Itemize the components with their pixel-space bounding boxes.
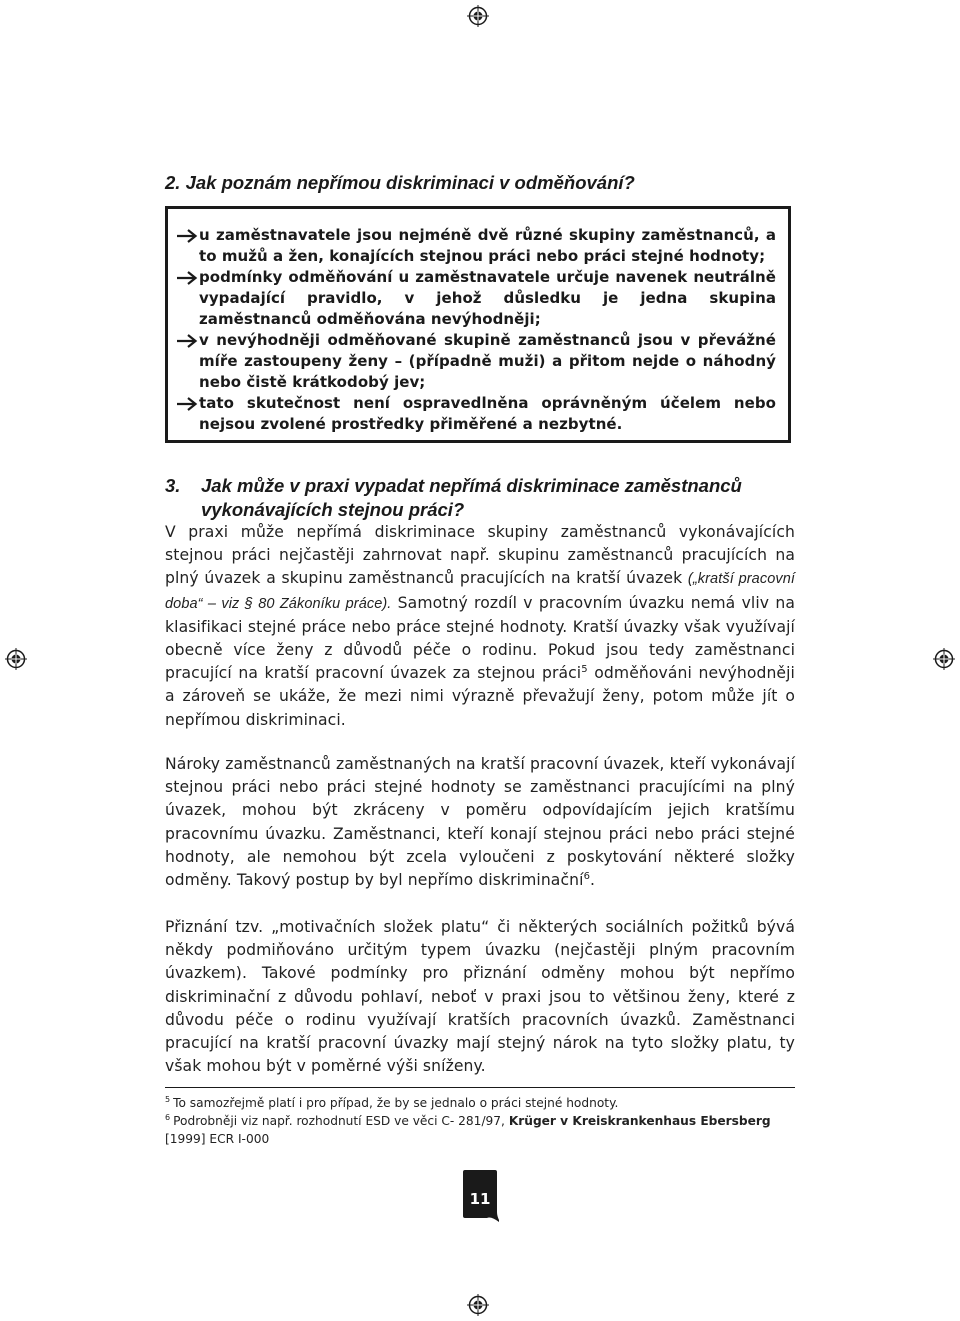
- criteria-item: [176, 267, 776, 330]
- criteria-item: [176, 225, 776, 267]
- footnote-divider: [165, 1087, 795, 1088]
- criteria-item: [176, 330, 776, 393]
- arrow-right-icon: [176, 334, 198, 348]
- section-3-heading: [165, 474, 805, 522]
- footnote-ref[interactable]: 6: [583, 870, 591, 882]
- footnote-text: Podrobněji viz např. rozhodnutí ESD ve věci C- 281/97,: [173, 1114, 509, 1128]
- paragraph-text: odměňováni nevýhodněji a zároveň se ukáže, že mezi nimi výrazně převažují ženy, potom může jít o nepřímou diskriminaci.: [165, 664, 795, 729]
- criteria-item: [176, 393, 776, 435]
- section-number: 3.: [165, 475, 181, 496]
- criteria-text: podmínky odměňování u zaměstnavatele určuje navenek neutrálně vypadající pravidlo, v jehož důsledku je jedna skupina zaměstnanců odměňována nevýhodněji;: [199, 268, 776, 328]
- page-number: 11: [469, 1190, 491, 1208]
- footnote-mark: 5: [165, 1094, 171, 1104]
- paragraph: [165, 753, 795, 892]
- criteria-text: v nevýhodněji odměňované skupině zaměstnanců jsou v převážné míře zastoupeny ženy – (případně muži) a přitom nejde o náhodný nebo čistě krátkodobý jev;: [199, 331, 776, 391]
- arrow-right-icon: [176, 397, 198, 411]
- paragraph: Přiznání tzv. „motivačních složek platu“ či některých sociálních požitků bývá někdy podmiňováno určitým typem úvazku (nejčastěji plným pracovním úvazkem). Takové podmínky pro přiznání odměny mohou být nepřímo diskriminační z důvodu pohlaví, neboť v praxi jsou to většinou ženy, které z důvodu péče o rodinu využívají kratších pracovních úvazků. Zaměstnanci pracující na kratší pracovní úvazky mají stejný nárok na tyto složky platu, ty však mohou být v poměrné výši sníženy.: [165, 918, 795, 1076]
- footnote-text: [1999] ECR I-000: [165, 1132, 270, 1146]
- footnote-text: To samozřejmě platí i pro případ, že by se jednalo o práci stejné hodnoty.: [173, 1096, 619, 1110]
- section-2-heading: 2. Jak poznám nepřímou diskriminaci v odměňování?: [165, 172, 635, 193]
- footnote-mark: 6: [165, 1112, 171, 1122]
- paragraph-text: V praxi může nepřímá diskriminace skupiny zaměstnanců vykonávajících stejnou práci nejčastěji zahrnovat např. skupinu zaměstnanců pracujících na plný úvazek a skupinu zaměstnanců pracujících na kratší úvazek: [165, 523, 795, 588]
- section-3-heading-line2: vykonávajících stejnou práci?: [201, 499, 465, 520]
- law-reference: („kratší pracovní doba“ – viz § 80 Zákoníku práce).: [165, 571, 796, 612]
- paragraph-text: Samotný rozdíl v pracovním úvazku nemá vliv na klasifikaci stejné práce nebo práce stejné hodnoty. Kratší úvazky však využívají obecně více ženy z důvodů péče o rodinu. Pokud jsou tedy zaměstnanci pracující na kratší pracovní úvazek za stejnou práci: [165, 593, 795, 683]
- arrow-right-icon: [176, 229, 198, 243]
- case-name: Krüger v Kreiskrankenhaus Ebersberg: [508, 1114, 771, 1128]
- footnote: [165, 1112, 805, 1148]
- paragraph-end: .: [590, 871, 596, 890]
- arrow-right-icon: [176, 271, 198, 285]
- registration-mark-icon: [5, 648, 27, 670]
- paragraph: [165, 521, 795, 732]
- registration-mark-icon: [933, 648, 955, 670]
- paragraph-text: Nároky zaměstnanců zaměstnaných na kratší pracovní úvazek, kteří vykonávají stejnou práci nebo práci stejné hodnoty se zaměstnanci pracujícími na plný úvazek, mohou být zkráceny v poměru odpovídajícím jejich kratšímu pracovnímu úvazku. Zaměstnanci, kteří konají stejnou práci nebo práci stejné hodnoty, ale nemohou být zcela vyloučeni z poskytování některé složky odměny. Takový postup by byl nepřímo diskriminační: [165, 755, 795, 890]
- criteria-text: tato skutečnost není ospravedlněna oprávněným účelem nebo nejsou zvolené prostředky přiměřené a nezbytné.: [199, 394, 776, 433]
- registration-mark-icon: [467, 5, 489, 27]
- criteria-box: [165, 206, 791, 443]
- footnote: [165, 1094, 805, 1112]
- criteria-text: u zaměstnavatele jsou nejméně dvě různé skupiny zaměstnanců, a to mužů a žen, konajících stejnou práci nebo práci stejné hodnoty;: [199, 226, 776, 265]
- footnote-ref[interactable]: 5: [581, 664, 588, 676]
- registration-mark-icon: [467, 1294, 489, 1316]
- page-number-badge: [463, 1170, 499, 1232]
- section-3-heading-line1: Jak může v praxi vypadat nepřímá diskriminace zaměstnanců: [201, 475, 742, 496]
